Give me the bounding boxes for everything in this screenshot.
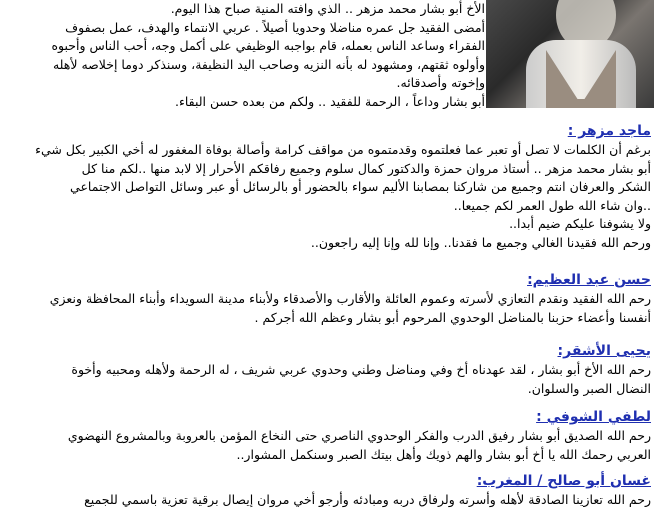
message-line: أنفسنا وأعضاء حزبنا بالمناضل الوحدوي المرحوم أبو بشار وعظم الله أجركم . <box>254 309 651 325</box>
condolence-lotfi <box>8 408 651 464</box>
message-line: أبو بشار محمد مزهر .. أستاذ مروان حمزة والدكتور كمال سلوم وجميع رفاقكم الأحرار إلا لابد منها ..لكم منا كل <box>81 160 651 176</box>
message-line: النضال الصبر والسلوان. <box>527 380 651 396</box>
message-line: رحم الله الصديق أبو بشار رفيق الدرب والفكر الوحدوي الناصري حتى النخاع المؤمن بالعروبة وبالمشروع النهضوي <box>67 428 651 443</box>
intro-line: وإخوته وأصدقائه. <box>396 75 485 90</box>
message-line: ورحم الله فقيدنا الغالي وجميع ما فقدنا.. وإنا لله وإنا إليه راجعون.. <box>310 234 651 250</box>
message-line: العربي رحمك الله يا أخ أبو بشار والهم ذويك وأهل بيتك الصبر وسنكمل المشوار.. <box>236 446 651 462</box>
author-heading: ماجد مزهر : <box>567 123 651 139</box>
message-line: ..وان شاء الله طول العمر لكم جميعا.. <box>453 197 651 213</box>
intro-line: أبو بشار وداعاً ، الرحمة للفقيد .. ولكم من بعده حسن البقاء. <box>174 93 485 109</box>
intro-line: الفقراء وساعد الناس بعمله، قام بواجبه الوظيفي على أكمل وجه، أحب الناس وأحبوه <box>51 38 485 53</box>
message-line: برغم أن الكلمات لا تصل أو تعبر عما فعلتموه وقدمتموه من مواقف كرامة وأصالة بوفاة المغفور له أخي الكبير بكل شيء <box>35 142 651 157</box>
intro-line: وأولوه ثقتهم، ومشهود له بأنه النزيه وصاحب اليد النظيفة، وسنذكر دوما إخلاصه لأهله <box>52 56 485 72</box>
portrait-photo <box>486 0 654 108</box>
condolence-hassan <box>8 271 651 327</box>
condolence-majed <box>8 122 651 252</box>
obituary-intro <box>8 0 485 111</box>
author-heading: غسان أبو صالح / المغرب: <box>476 473 651 489</box>
intro-line: أمضى الفقيد جل عمره مناضلا وحدويا أصيلاً . عربي الانتماء والهدف، عمل بصفوف <box>65 19 485 35</box>
author-heading: يحيى الأشقر: <box>557 343 651 359</box>
message-line: رحم الله الفقيد ونقدم التعازي لأسرته وعموم العائلة والأقارب والأصدقاء ولأبناء مدينة السويداء وأبناء المحافظة ونعزي <box>49 291 651 306</box>
message-line: الشكر والعرفان انتم وجميع من شاركنا بمصابنا الأليم سواء بالحضور أو بالرسائل أو عبر وسائل التواصل الاجتماعي <box>70 179 651 194</box>
message-line: ولا يشوفنا عليكم ضيم أبدا.. <box>509 216 651 231</box>
author-heading: حسن عبد العظيم: <box>527 272 651 288</box>
condolence-yahya <box>8 342 651 398</box>
message-line: رحم الله تعازينا الصادقة لأهله وأسرته ولرفاق دربه ومبادئه وأرجو أخي مروان إيصال برقية تعزية باسمي للجميع <box>84 492 651 507</box>
intro-line: الأخ أبو بشار محمد مزهر .. الذي وافته المنية صباح هذا اليوم. <box>170 1 485 16</box>
condolence-ghassan <box>8 472 651 510</box>
message-line: رحم الله الأخ أبو بشار ، لقد عهدناه أخ وفي ومناضل وطني وحدوي عربي شريف ، له الرحمة ولأهله ومحبيه وأخوة <box>71 362 651 377</box>
author-heading: لطفي الشوفي : <box>536 409 651 425</box>
